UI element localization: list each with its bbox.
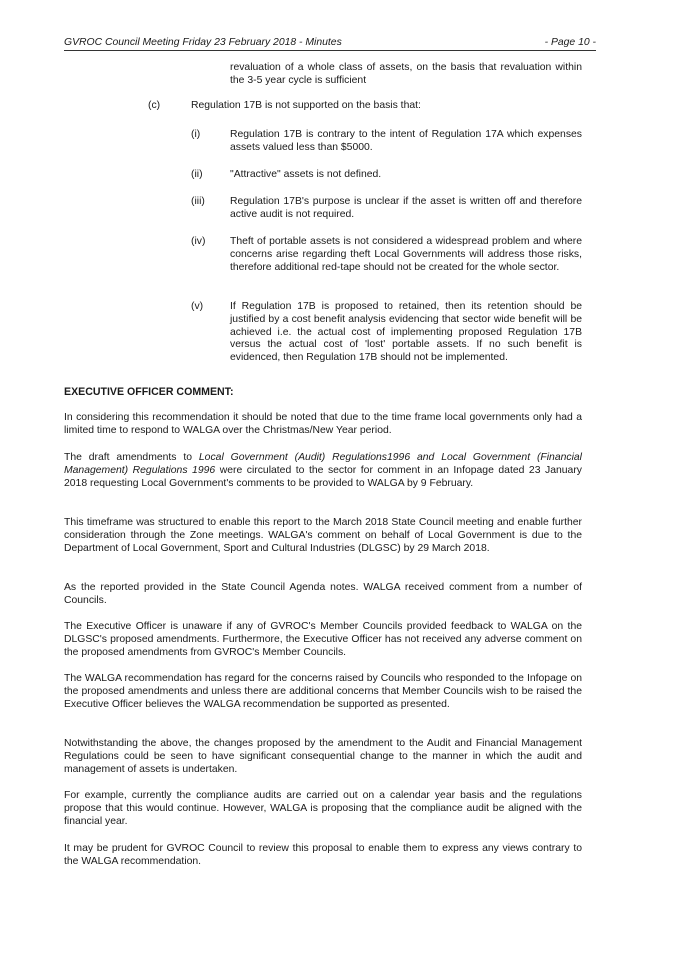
page-header (64, 37, 596, 51)
continuation-text: revaluation of a whole class of assets, on the basis that revaluation within the 3-5 year cycle is sufficient (230, 62, 582, 86)
paragraph-text: were circulated to the sector for comment in an Infopage dated 23 January 2018 requesting Local Government's comments to be provided to WALGA by 9 February. (64, 464, 582, 489)
item-text: Regulation 17B's purpose is unclear if the asset is written off and therefore active audit is not required. (230, 196, 582, 220)
regulations-title: Local Government (Audit) Regulations1996 and Local Government (Financial Management) Regulations 1996 (64, 452, 582, 476)
paragraph: Notwithstanding the above, the changes proposed by the amendment to the Audit and Financial Management Regulations could be seen to have significant consequential change to the manner in which the audit and management of assets is undertaken. (64, 738, 582, 775)
item-number: (iv) (191, 236, 206, 247)
item-text: If Regulation 17B is proposed to retained, then its retention should be justified by a cost benefit analysis evidencing that sector wide benefit will be achieved i.e. the actual cost of implementing proposed Regulation 17B versus the actual cost of 'lost' portable assets. If no such benefit is evidenced, then Regulation 17B should not be implemented. (230, 301, 582, 364)
paragraph: As the reported provided in the State Council Agenda notes. WALGA received comment from a number of Councils. (64, 582, 582, 606)
paragraph: In considering this recommendation it should be noted that due to the time frame local governments only had a limited time to respond to WALGA over the Christmas/New Year period. (64, 412, 582, 436)
item-number: (v) (191, 301, 204, 312)
paragraph: This timeframe was structured to enable this report to the March 2018 State Council meeting and enable further consideration through the Zone meetings. WALGA's comment on behalf of Local Government is due to the Department of Local Government, Sport and Cultural Industries (DLGSC) by 29 March 2018. (64, 517, 582, 554)
paragraph: It may be prudent for GVROC Council to review this proposal to enable them to express any views contrary to the WALGA recommendation. (64, 843, 582, 867)
paragraph-text: The draft amendments to (64, 452, 199, 463)
paragraph: For example, currently the compliance audits are carried out on a calendar year basis and the regulations propose that this would continue. However, WALGA is proposing that the compliance audit be aligned with the financial year. (64, 790, 582, 827)
paragraph: The WALGA recommendation has regard for the concerns raised by Councils who responded to the Infopage on the proposed amendments and unless there are additional concerns that Member Councils wish to be raised the Executive Officer believes the WALGA recommendation be supported as presented. (64, 673, 582, 710)
item-text: "Attractive" assets is not defined. (230, 169, 382, 180)
section-heading: EXECUTIVE OFFICER COMMENT: (64, 386, 234, 398)
paragraph: The Executive Officer is unaware if any of GVROC's Member Councils provided feedback to WALGA on the DLGSC's proposed amendments. Furthermore, the Executive Officer has not received any adverse comment on the proposed amendments from GVROC's Member Councils. (64, 621, 582, 658)
section-c-text: Regulation 17B is not supported on the basis that: (191, 100, 421, 111)
paragraph-draft-amendments (64, 452, 582, 490)
section-c-label: (c) (148, 100, 161, 111)
item-number: (ii) (191, 169, 203, 180)
item-number: (iii) (191, 196, 205, 207)
header-title: GVROC Council Meeting Friday 23 February 2018 - Minutes (64, 37, 342, 48)
item-number: (i) (191, 129, 201, 140)
item-text: Theft of portable assets is not considered a widespread problem and where concerns arise regarding theft Local Governments will address those risks, therefore additional red-tape should not be created for the whole sector. (230, 236, 582, 273)
item-text: Regulation 17B is contrary to the intent of Regulation 17A which expenses assets valued less than $5000. (230, 129, 582, 153)
page-number: - Page 10 - (544, 37, 596, 48)
